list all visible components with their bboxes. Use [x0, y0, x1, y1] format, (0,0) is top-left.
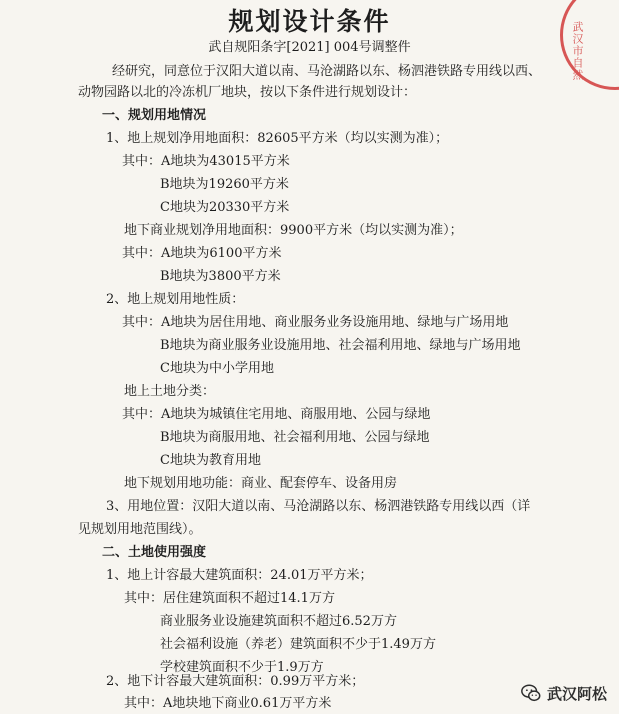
s1-underground-sub-b: B地块为3800平方米	[160, 269, 281, 284]
wechat-icon	[520, 682, 542, 704]
s1-underground-area: 地下商业规划净用地面积：9900平方米（均以实测为准）；	[124, 223, 463, 238]
document-title: 规划设计条件	[228, 7, 391, 36]
s1-item3-line2: 见规划用地范围线）。	[78, 522, 202, 537]
s1-land-class: 地上土地分类：	[124, 384, 216, 399]
s2-item2: 2、地下计容最大建筑面积：0.99万平方米；	[106, 674, 365, 689]
intro-line-1: 经研究，同意位于汉阳大道以南、马沧湖路以东、杨泗港铁路专用线以西、	[112, 64, 542, 79]
seal-text: 武汉市自然	[571, 21, 584, 81]
watermark	[520, 682, 607, 704]
document-number: 武自规阳条字[2021] 004号调整件	[208, 40, 411, 55]
s2-item1-sub-a: 其中：居住建筑面积不超过14.1万方	[124, 591, 335, 606]
s2-item1-sub-c: 社会福利设施（养老）建筑面积不少于1.49万方	[160, 637, 436, 652]
s2-item1: 1、地上计容最大建筑面积：24.01万平方米；	[106, 568, 373, 583]
s1-item1: 1、地上规划净用地面积：82605平方米（均以实测为准）；	[106, 131, 449, 146]
s1-item2-sub-a: 其中：A地块为居住用地、商业服务业务设施用地、绿地与广场用地	[122, 315, 509, 330]
s1-item1-sub-a: 其中：A地块为43015平方米	[122, 154, 290, 169]
s2-item1-sub-d: 学校建筑面积不少于1.9万方	[160, 660, 324, 675]
section2-heading: 二、土地使用强度	[102, 545, 207, 560]
s1-underground-sub-a: 其中：A地块为6100平方米	[122, 246, 282, 261]
s1-land-class-sub-c: C地块为教育用地	[160, 453, 261, 468]
s1-item3-line1: 3、用地位置：汉阳大道以南、马沧湖路以东、杨泗港铁路专用线以西（详	[106, 499, 531, 514]
s1-underground-function: 地下规划用地功能：商业、配套停车、设备用房	[124, 476, 398, 491]
s1-item2-sub-c: C地块为中小学用地	[160, 361, 274, 376]
watermark-label: 武汉阿松	[546, 684, 607, 703]
s1-land-class-sub-b: B地块为商服用地、社会福利用地、公园与绿地	[160, 430, 430, 445]
section1-heading: 一、规划用地情况	[102, 108, 207, 123]
s1-item1-sub-b: B地块为19260平方米	[160, 177, 289, 192]
s2-item1-sub-b: 商业服务业设施建筑面积不超过6.52万方	[160, 614, 397, 629]
s1-land-class-sub-a: 其中：A地块为城镇住宅用地、商服用地、公园与绿地	[122, 407, 431, 422]
s1-item1-sub-c: C地块为20330平方米	[160, 200, 290, 215]
s1-item2: 2、地上规划用地性质：	[106, 292, 245, 307]
s2-item2-sub-a: 其中：A地块地下商业0.61万平方米	[124, 696, 332, 711]
intro-line-2: 动物园路以北的冷冻机厂地块，按以下条件进行规划设计：	[78, 85, 417, 100]
s1-item2-sub-b: B地块为商业服务业设施用地、社会福利用地、绿地与广场用地	[160, 338, 521, 353]
